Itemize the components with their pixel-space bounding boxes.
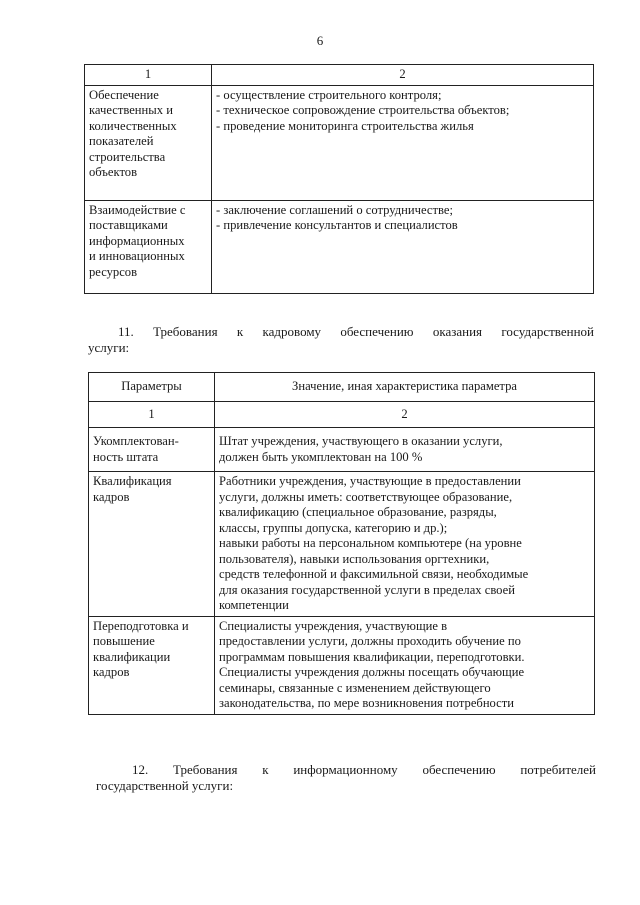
value-cell xyxy=(215,472,595,617)
cell-line: навыки работы на персональном компьютере (на уровне xyxy=(219,536,522,550)
cell-line: Специалисты учреждения должны посещать обучающие xyxy=(219,665,525,679)
cell-line: поставщиками xyxy=(89,218,168,232)
table-row xyxy=(85,85,594,200)
row-value-cell xyxy=(212,200,594,293)
staffing-requirements-table xyxy=(88,372,595,715)
cell-line: семинары, связанные с изменением действующего xyxy=(219,680,491,695)
parameter-cell xyxy=(89,472,215,617)
activities-table xyxy=(84,64,594,294)
section-11-heading xyxy=(88,324,594,356)
cell-line: и инновационных xyxy=(89,249,185,263)
column-number-2: 2 xyxy=(212,65,594,86)
cell-line: - заключение соглашений о сотрудничестве; xyxy=(216,202,453,217)
cell-line: ность штата xyxy=(93,449,159,464)
column-number-1: 1 xyxy=(85,65,212,86)
page-number: 6 xyxy=(316,33,324,48)
cell-line: квалификацию (специальное образование, разряды, xyxy=(219,505,497,519)
cell-line: для оказания государственной услуги в пределах своей xyxy=(219,582,515,597)
row-name-cell xyxy=(85,85,212,200)
column-number-2: 2 xyxy=(215,401,595,428)
cell-line: - привлечение консультантов и специалистов xyxy=(216,218,458,232)
cell-line: Штат учреждения, участвующего в оказании услуги, xyxy=(219,434,503,448)
cell-line: законодательства, по мере возникновения потребности xyxy=(219,696,514,710)
value-cell xyxy=(215,616,595,714)
table-header-row xyxy=(85,65,594,86)
table-header-row xyxy=(89,373,595,402)
parameter-cell xyxy=(89,428,215,472)
row-name-cell xyxy=(85,200,212,293)
cell-line: объектов xyxy=(89,165,138,179)
cell-line: ресурсов xyxy=(89,264,138,279)
cell-line: - проведение мониторинга строительства жилья xyxy=(216,118,474,133)
paragraph-line: государственной услуги: xyxy=(96,778,234,793)
cell-line: Работники учреждения, участвующие в предоставлении xyxy=(219,474,521,488)
cell-line: классы, группы допуска, категорию и др.); xyxy=(219,520,448,535)
cell-line: Укомплектован- xyxy=(93,434,179,448)
row-value-cell xyxy=(212,85,594,200)
cell-line: кадров xyxy=(93,489,130,504)
cell-line: Специалисты учреждения, участвующие в xyxy=(219,618,448,633)
cell-line: пользователя), навыки использования оргтехники, xyxy=(219,551,490,566)
cell-line: компетенции xyxy=(219,598,289,612)
cell-line: количественных xyxy=(89,118,177,133)
column-header-value: Значение, иная характеристика параметра xyxy=(215,373,595,402)
cell-line: показателей xyxy=(89,134,154,148)
table-row xyxy=(85,200,594,293)
cell-line: должен быть укомплектован на 100 % xyxy=(219,449,423,464)
cell-line: информационных xyxy=(89,233,185,248)
cell-line: квалификации xyxy=(93,649,171,664)
paragraph-line: 12. Требования к информационному обеспечению потребителей xyxy=(132,762,596,777)
table-row xyxy=(89,616,595,714)
cell-line: - техническое сопровождение строительства объектов; xyxy=(216,103,510,117)
column-header-parameters: Параметры xyxy=(89,373,215,402)
parameter-cell xyxy=(89,616,215,714)
paragraph-line: 11. Требования к кадровому обеспечению оказания государственной xyxy=(118,324,594,339)
cell-line: строительства xyxy=(89,149,166,164)
cell-line: Переподготовка и xyxy=(93,618,189,633)
cell-line: Обеспечение xyxy=(89,87,159,102)
value-cell xyxy=(215,428,595,472)
cell-line: кадров xyxy=(93,665,130,679)
table-subheader-row xyxy=(89,401,595,428)
column-number-1: 1 xyxy=(89,401,215,428)
cell-line: услуги, должны иметь: соответствующее образование, xyxy=(219,489,513,504)
cell-line: программам повышения квалификации, переподготовки. xyxy=(219,649,525,664)
cell-line: Взаимодействие с xyxy=(89,202,186,217)
section-12-heading xyxy=(96,762,596,794)
cell-line: качественных и xyxy=(89,103,173,117)
cell-line: предоставлении услуги, должны проходить обучение по xyxy=(219,634,521,648)
cell-line: Квалификация xyxy=(93,474,172,488)
cell-line: повышение xyxy=(93,634,155,648)
paragraph-line: услуги: xyxy=(88,340,130,355)
cell-line: средств телефонной и факсимильной связи, необходимые xyxy=(219,567,529,581)
table-row xyxy=(89,472,595,617)
cell-line: - осуществление строительного контроля; xyxy=(216,87,442,102)
table-row xyxy=(89,428,595,472)
